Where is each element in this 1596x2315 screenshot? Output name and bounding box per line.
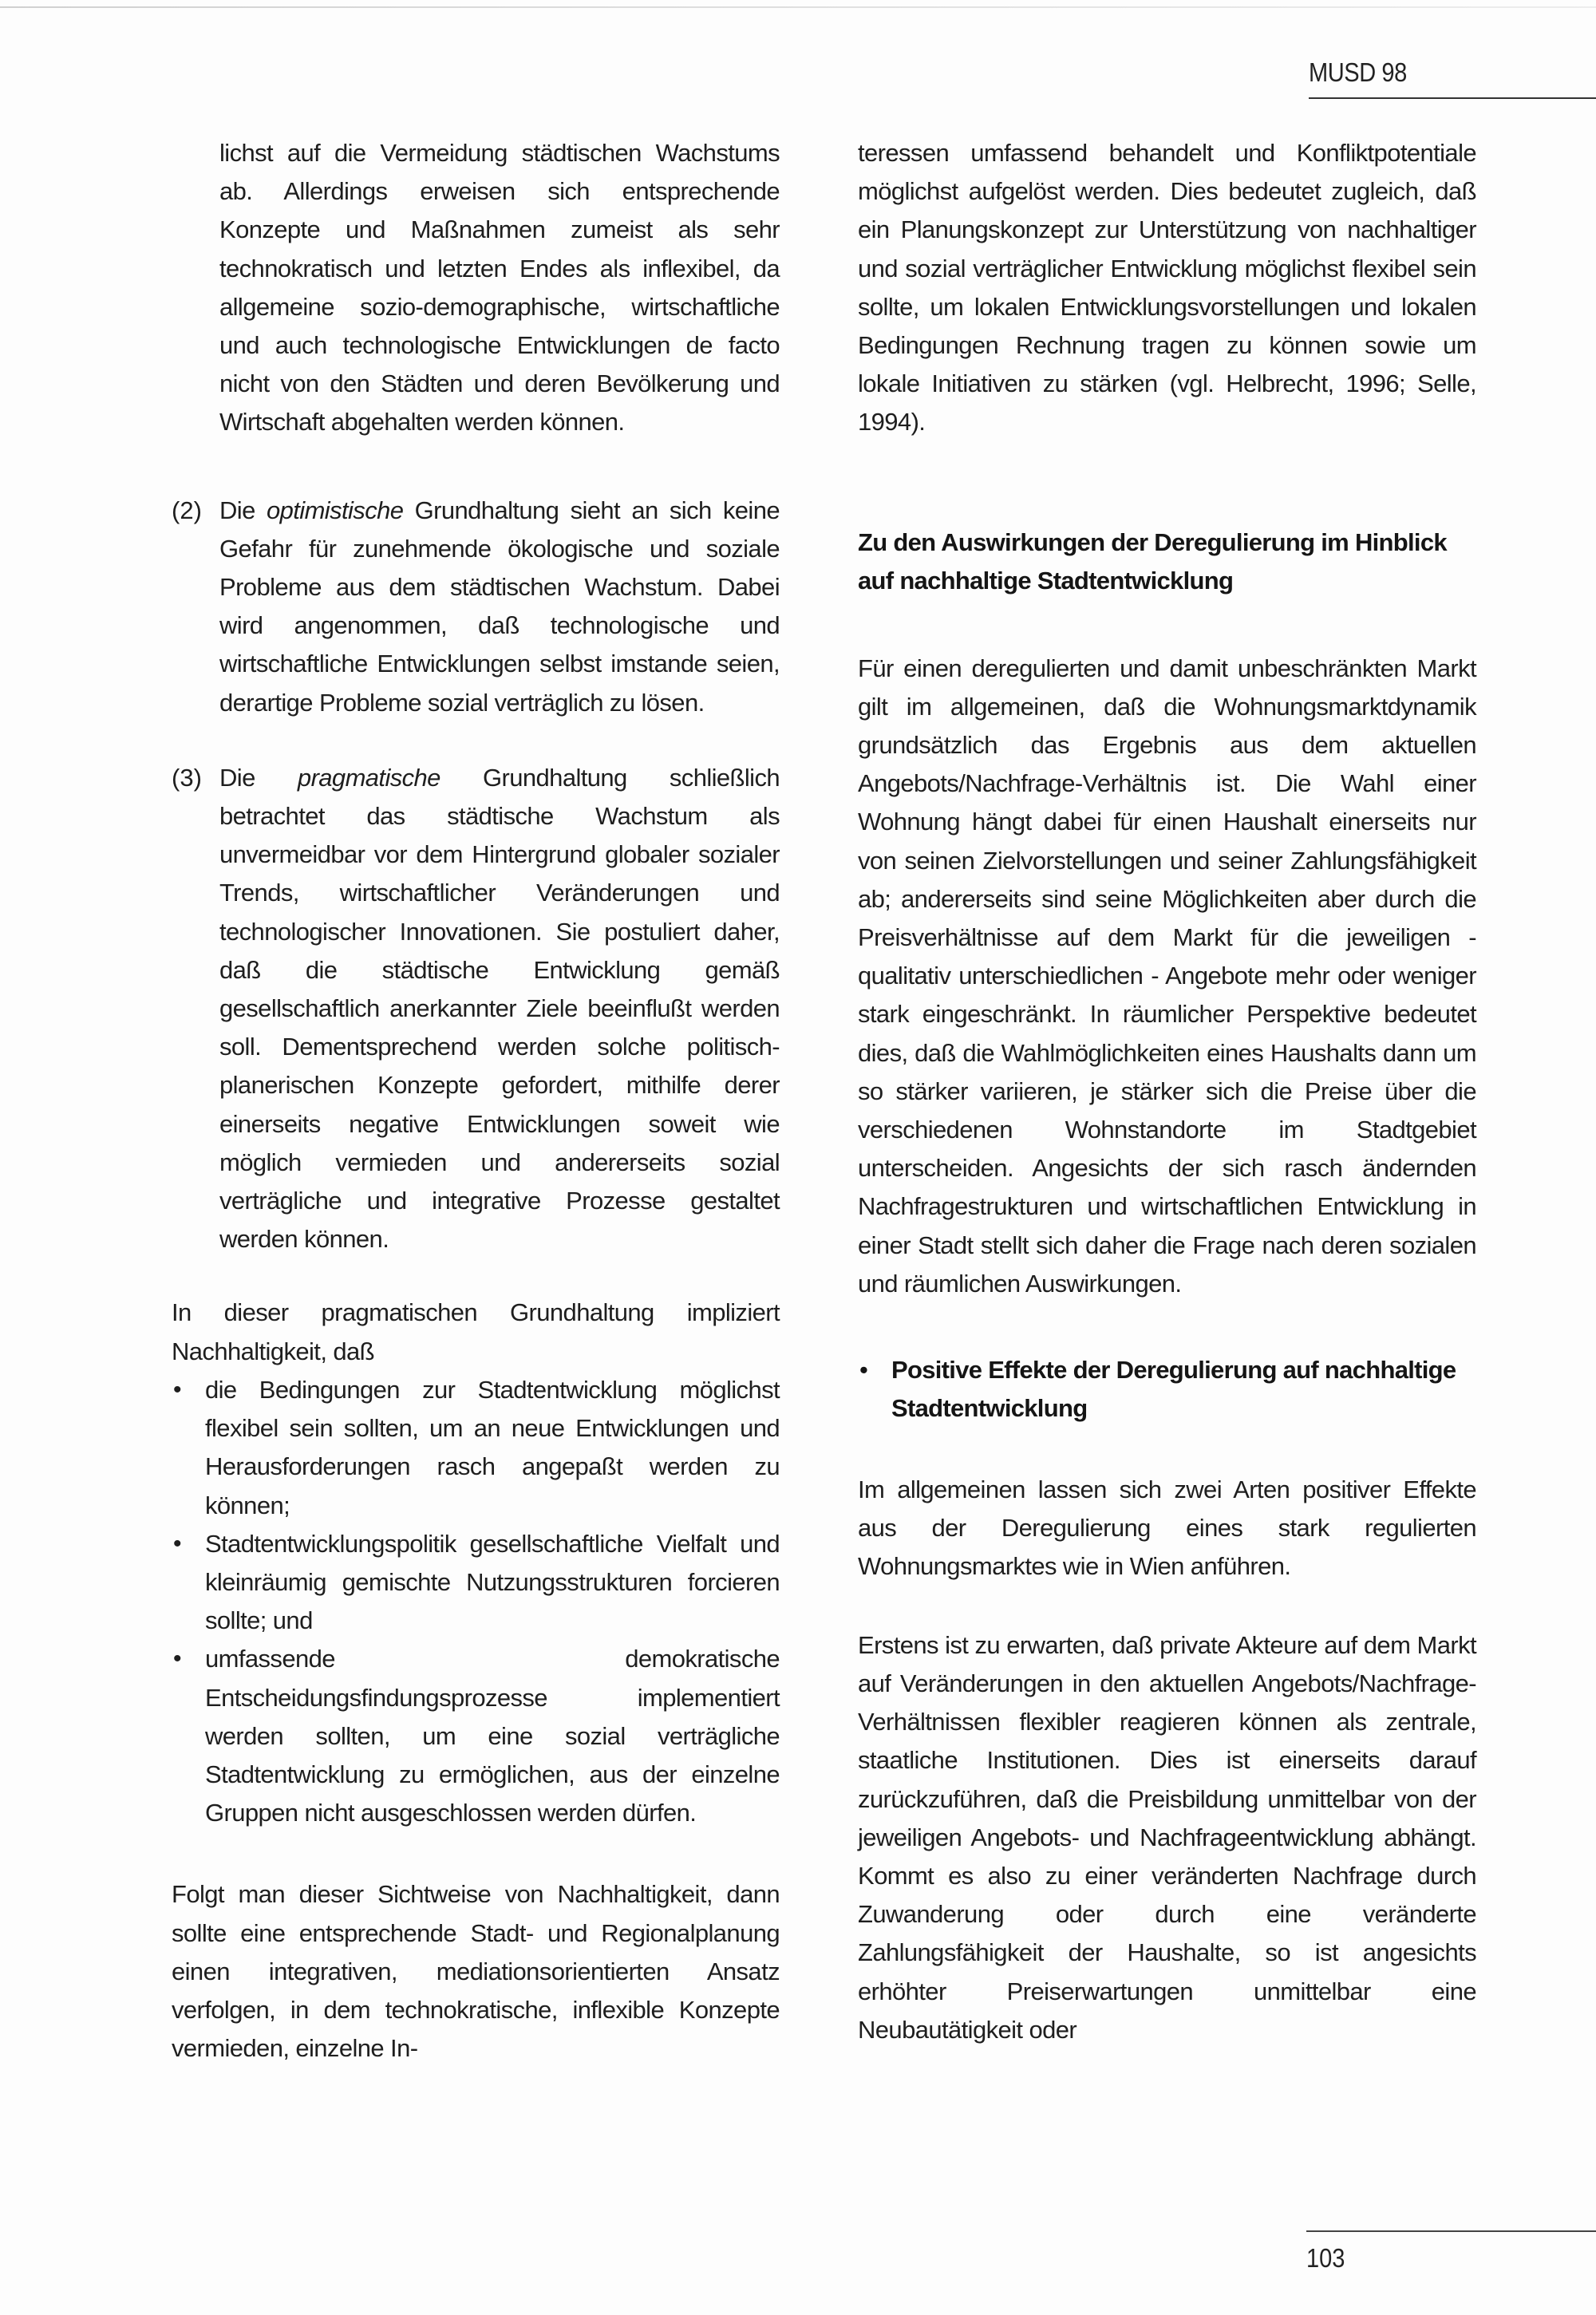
section-paragraph: Für einen deregulierten und damit unbeschränkten Markt gilt im allgemeinen, daß die Wohnungsmarktdynamik grundsätzlich das Ergebnis aus dem aktuellen Angebots/Nachfrage-Verhältnis ist. Die Wahl einer Wohnung hängt dabei für einen Haushalt einerseits nur von seinen Zielvorstellungen und seiner Zahlungsfähigkeit ab; andererseits sind seine Möglichkeiten aber durch die Preisverhältnisse auf dem Markt für die jeweiligen - qualitativ unterschiedlichen - Angebote mehr oder weniger stark eingeschränkt. In räumlicher Perspektive bedeutet dies, daß die Wahlmöglichkeiten eines Haushalts dann um so stärker variieren, je stärker sich die Preise über die verschiedenen Wohnstandorte im Stadtgebiet unterscheiden. Angesichts der sich rasch ändernden Nachfragestrukturen und wirtschaftlichen Entwicklung in einer Stadt stellt sich daher die Frage nach deren sozialen und räumlichen Auswirkungen. xyxy=(858,654,1476,1298)
item-number: (3) xyxy=(172,763,202,792)
journal-title: MUSD 98 xyxy=(1309,57,1407,87)
scan-edge-line xyxy=(0,6,1596,8)
item-prefix: Die xyxy=(219,496,267,524)
bullet-item: • umfassende demokratische Entscheidungsfindungsprozesse implementiert werden sollten, um eine sozial verträgliche Stadtentwicklung zu ermöglichen, aus der einzelne Gruppen nicht ausgeschlossen werden dürfen. xyxy=(172,1640,780,1832)
sub-paragraph-1: Im allgemeinen lassen sich zwei Arten positiver Effekte aus der Deregulierung eines stark regulierten Wohnungsmarktes wie in Wien anführen. xyxy=(858,1476,1476,1581)
bullet-item: • die Bedingungen zur Stadtentwicklung möglichst flexibel sein sollten, um an neue Entwicklungen und Herausforderungen rasch angepaßt werden zu können; xyxy=(172,1371,780,1525)
numbered-item-2 xyxy=(172,492,780,722)
page-number: 103 xyxy=(1306,2243,1345,2273)
sustainability-bullet-list xyxy=(172,1371,780,1832)
item-body xyxy=(219,492,780,722)
header-rule xyxy=(1309,97,1596,99)
left-column xyxy=(172,134,780,2068)
closing-paragraph: Folgt man dieser Sichtweise von Nachhaltigkeit, dann sollte eine entsprechende Stadt- und Regionalplanung einen integrativen, mediationsorientierten Ansatz verfolgen, in dem technokratische, inflexible Konzepte vermieden, einzelne In- xyxy=(172,1880,780,2063)
continuation-paragraph: teressen umfassend behandelt und Konfliktpotentiale möglichst aufgelöst werden. Dies bedeutet zugleich, daß ein Planungskonzept zur Unterstützung von nachhaltiger und sozial verträglicher Entwicklung möglichst flexibel sein sollte, um lokalen Entwicklungsvorstellungen und lokalen Bedingungen Rechnung tragen zu können sowie um lokale Initiativen zu stärken (vgl. Helbrecht, 1996; Selle, 1994). xyxy=(858,139,1476,437)
item-text: Grundhaltung sieht an sich keine Gefahr für zunehmende ökologische und soziale Probleme aus dem städtischen Wachstum. Dabei wird angenommen, daß technologische und wirtschaftliche Entwicklungen selbst imstande seien, derartige Probleme sozial verträglich zu lösen. xyxy=(219,496,780,717)
right-column xyxy=(858,134,1476,2049)
item-number: (2) xyxy=(172,496,202,524)
item-text: Grundhaltung schließlich betrachtet das städtische Wachstum als unvermeidbar vor dem Hintergrund globaler sozialer Trends, wirtschaftlicher Veränderungen und technologischer Innovationen. Sie postuliert daher, daß die städtische Entwicklung gemäß gesellschaftlich anerkannter Ziele beeinflußt werden soll. Dementsprechend werden solche politisch-planerischen Konzepte gefordert, mithilfe derer einerseits negative Entwicklungen soweit wie möglich vermieden und andererseits sozial verträgliche und integrative Prozesse gestaltet werden können. xyxy=(219,763,780,1254)
bullet-icon: • xyxy=(859,1356,868,1385)
sub-heading xyxy=(858,1351,1476,1428)
intro-continuation-paragraph: lichst auf die Vermeidung städtischen Wachstums ab. Allerdings erweisen sich entsprechende Konzepte und Maßnahmen zumeist als sehr technokratisch und letzten Endes als inflexibel, da allgemeine sozio-demographische, wirtschaftliche und auch technologische Entwicklungen de facto nicht von den Städten und deren Bevölkerung und Wirtschaft abgehalten werden können. xyxy=(219,139,780,437)
sub-heading-text: Positive Effekte der Deregulierung auf nachhaltige Stadtentwicklung xyxy=(891,1356,1456,1423)
item-emphasis: optimistische xyxy=(267,496,404,524)
sub-paragraph-2: Erstens ist zu erwarten, daß private Akteure auf dem Markt auf Veränderungen in den aktuellen Angebots/Nachfrage-Verhältnissen flexibler reagieren können als zentrale, staatliche Institutionen. Dies ist einerseits darauf zurückzuführen, daß die Preisbildung unmittelbar von der jeweiligen Angebots- und Nachfrageentwicklung abhängt. Kommt es also zu einer veränderten Nachfrage durch Zuwanderung oder durch eine veränderte Zahlungsfähigkeit der Haushalte, so ist angesichts erhöhter Preiserwartungen unmittelbar eine Neubautätigkeit oder xyxy=(858,1630,1476,2044)
item-prefix: Die xyxy=(219,763,298,792)
footer-rule xyxy=(1306,2230,1596,2232)
running-header xyxy=(1309,57,1596,88)
pragmatic-intro-paragraph: In dieser pragmatischen Grundhaltung impliziert Nachhaltigkeit, daß xyxy=(172,1298,780,1365)
item-emphasis: pragmatische xyxy=(297,763,440,792)
section-heading: Zu den Auswirkungen der Deregulierung im Hinblick auf nachhaltige Stadtentwicklung xyxy=(858,527,1447,595)
page-footer xyxy=(1306,2230,1596,2274)
bullet-item: • Stadtentwicklungspolitik gesellschaftliche Vielfalt und kleinräumig gemischte Nutzungsstrukturen forcieren sollte; und xyxy=(172,1525,780,1641)
item-body xyxy=(219,759,780,1259)
numbered-item-3 xyxy=(172,759,780,1259)
